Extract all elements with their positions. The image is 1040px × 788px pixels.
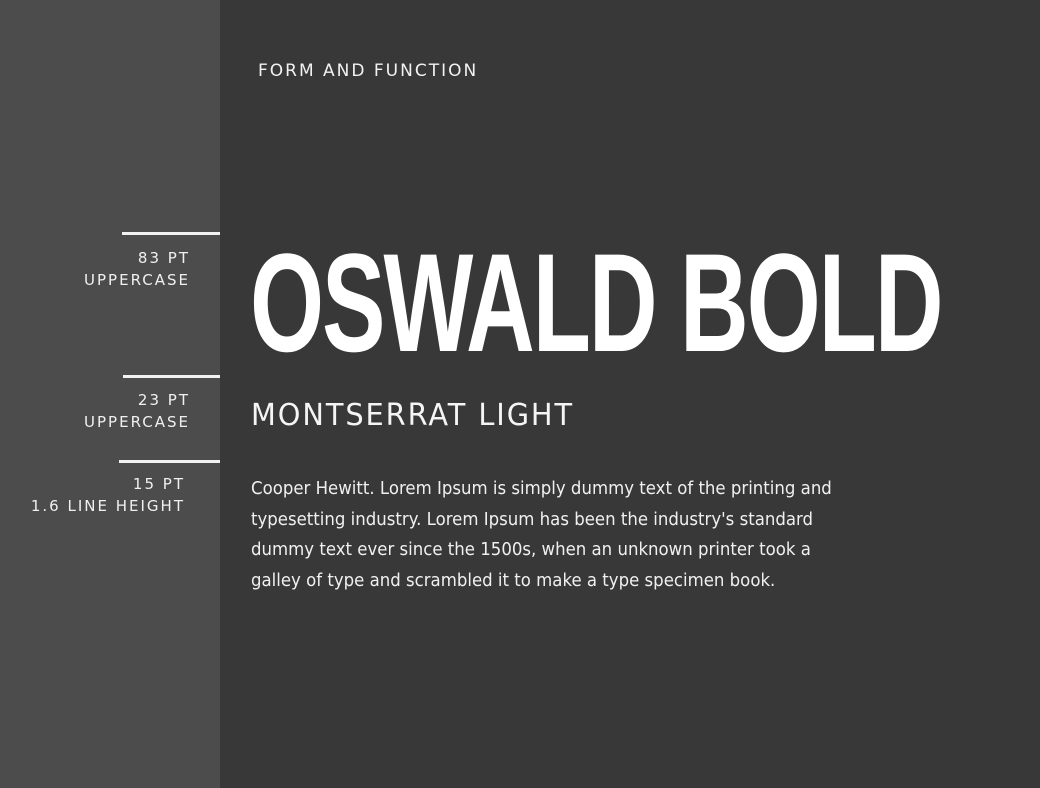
spec-rule-headline [122,232,220,235]
spec-rule-subhead [123,375,220,378]
spec-label-headline [84,247,190,291]
eyebrow-title: FORM AND FUNCTION [258,61,479,81]
body-line: dummy text ever since the 1500s, when an unknown printer took a [251,539,811,560]
spec-detail-subhead: UPPERCASE [84,413,190,431]
spec-label-subhead [84,389,190,433]
body-text-sample [251,474,840,596]
spec-rule-body [119,460,220,463]
body-line: Cooper Hewitt. Lorem Ipsum is simply dummy text of the printing and [251,478,832,499]
subhead-sample: MONTSERRAT LIGHT [251,398,575,433]
spec-detail-body: 1.6 LINE HEIGHT [30,497,185,515]
spec-size-body: 15 PT [132,475,185,493]
body-line: galley of type and scrambled it to make a type specimen book. [251,569,776,591]
body-line: typesetting industry. Lorem Ipsum has been the industry's standard [251,508,814,530]
headline-sample: OSWALD BOLD [250,224,942,381]
spec-size-subhead: 23 PT [137,391,190,409]
spec-detail-headline: UPPERCASE [84,271,190,289]
spec-size-headline: 83 PT [137,249,190,267]
spec-label-body [31,473,185,517]
